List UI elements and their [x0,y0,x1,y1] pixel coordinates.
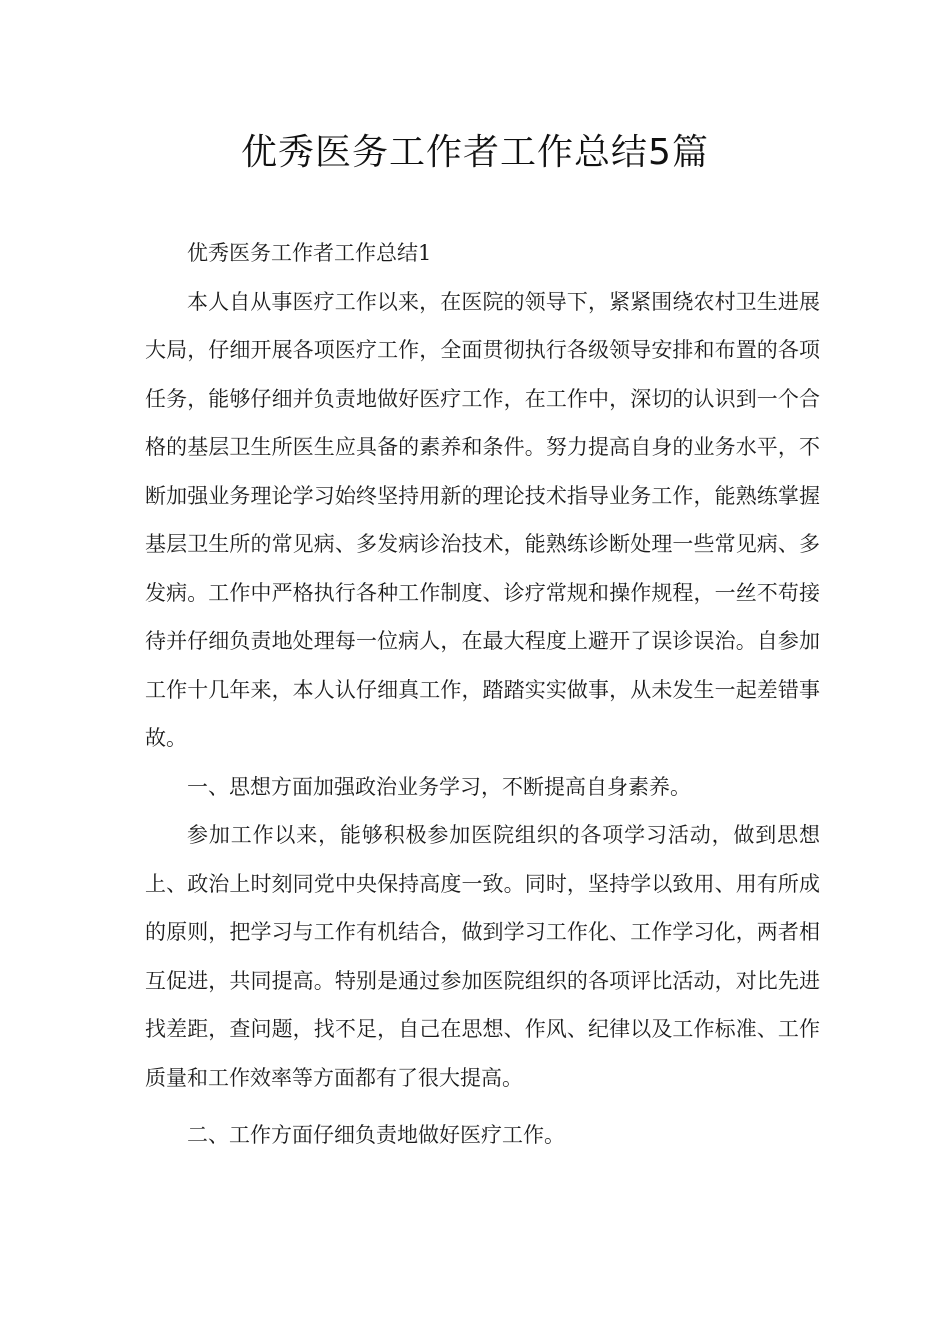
subsection-heading: 二、工作方面仔细负责地做好医疗工作。 [187,1123,565,1147]
body-paragraph: 参加工作以来，能够积极参加医院组织的各项学习活动，做到思想上、政治上时刻同党中央保持高度一致。同时，坚持学以致用、用有所成的原则，把学习与工作有机结合，做到学习工作化、工作学习化，两者相互促进，共同提高。特别是通过参加医院组织的各项评比活动，对比先进找差距，查问题，找不足，自己在思想、作风、纪律以及工作标准、工作质量和工作效率等方面都有了很大提高。 [145,823,820,1090]
section-heading: 优秀医务工作者工作总结1 [187,241,432,265]
subsection-heading: 一、思想方面加强政治业务学习，不断提高自身素养。 [187,774,691,799]
document-title: 优秀医务工作者工作总结5篇 [241,132,709,173]
document-body [145,229,820,1160]
body-paragraph: 本人自从事医疗工作以来，在医院的领导下，紧紧围绕农村卫生进展大局，仔细开展各项医疗工作，全面贯彻执行各级领导安排和布置的各项任务，能够仔细并负责地做好医疗工作，在工作中，深切的认识到一个合格的基层卫生所医生应具备的素养和条件。努力提高自身的业务水平，不断加强业务理论学习始终坚持用新的理论技术指导业务工作，能熟练掌握基层卫生所的常见病、多发病诊治技术，能熟练诊断处理一些常见病、多发病。工作中严格执行各种工作制度、诊疗常规和操作规程，一丝不苟接待并仔细负责地处理每一位病人，在最大程度上避开了误诊误治。自参加工作十几年来，本人认仔细真工作，踏踏实实做事，从未发生一起差错事故。 [145,289,820,750]
